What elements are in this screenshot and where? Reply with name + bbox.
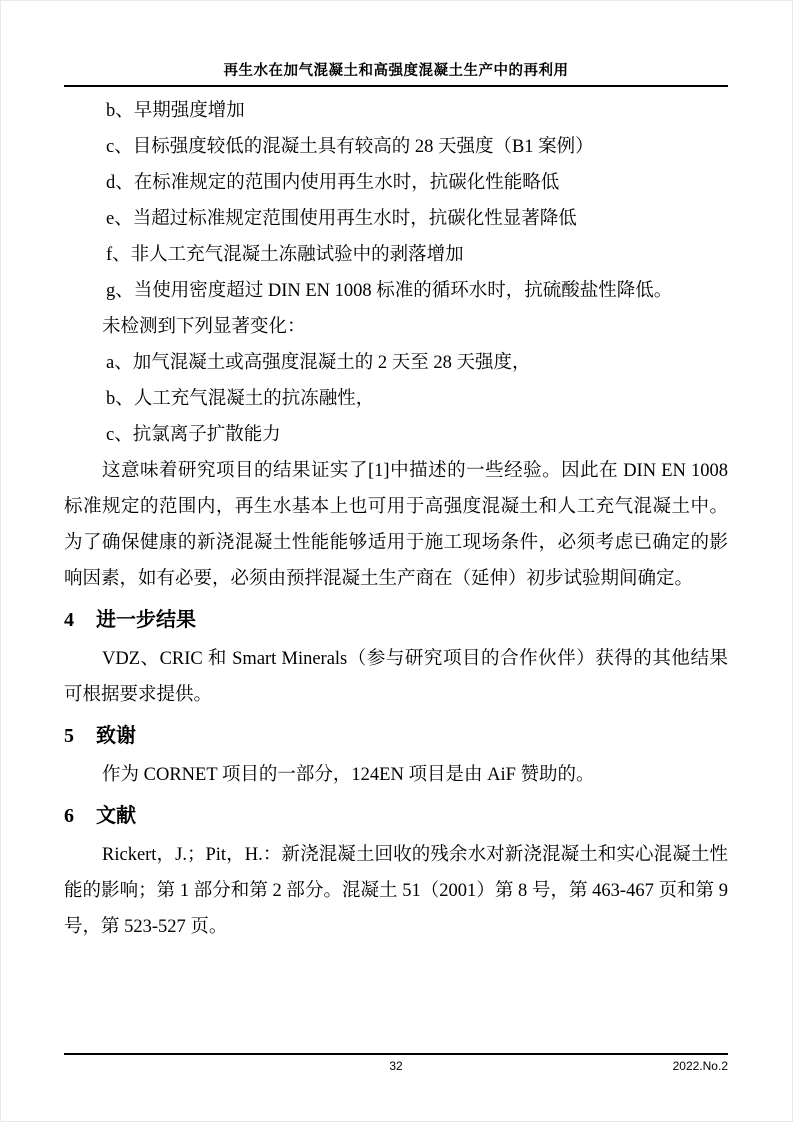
section-heading-4 xyxy=(64,602,728,638)
running-header-title: 再生水在加气混凝土和高强度混凝土生产中的再利用 xyxy=(223,63,569,79)
finding-item-g: g、当使用密度超过 DIN EN 1008 标准的循环水时，抗硫酸盐性降低。 xyxy=(106,281,673,301)
section-heading-6 xyxy=(64,798,728,834)
finding-item-c: c、目标强度较低的混凝土具有较高的 28 天强度（B1 案例） xyxy=(106,137,594,157)
page-footer xyxy=(64,1053,728,1074)
no-change-item-c: c、抗氯离子扩散能力 xyxy=(106,425,281,445)
no-change-item-b: b、人工充气混凝土的抗冻融性， xyxy=(106,389,375,409)
section-heading-5 xyxy=(64,718,728,754)
section-number: 5 xyxy=(64,725,74,747)
footer-rule xyxy=(64,1053,728,1055)
footer-row xyxy=(64,1058,728,1074)
section-4-body: VDZ、CRIC 和 Smart Minerals（参与研究项目的合作伙伴）获得的其他结果可根据要求提供。 xyxy=(64,649,728,705)
finding-item-d: d、在标准规定的范围内使用再生水时，抗碳化性能略低 xyxy=(106,173,560,193)
document-body xyxy=(64,93,728,945)
finding-item-f: f、非人工充气混凝土冻融试验中的剥落增加 xyxy=(106,245,464,265)
finding-item-b: b、早期强度增加 xyxy=(106,101,245,121)
section-number: 4 xyxy=(64,609,74,631)
section-number: 6 xyxy=(64,805,74,827)
header-rule xyxy=(64,85,728,87)
section-title: 进一步结果 xyxy=(96,609,196,631)
summary-paragraph: 这意味着研究项目的结果证实了[1]中描述的一些经验。因此在 DIN EN 1008 标准规定的范围内，再生水基本上也可用于高强度混凝土和人工充气混凝土中。为了确保健康的新浇混凝土性能能够适用于施工现场条件，必须考虑已确定的影响因素，如有必要，必须由预拌混凝土生产商在（延伸）初步试验期间确定。 xyxy=(64,461,728,589)
section-6-body: Rickert，J.；Pit，H.：新浇混凝土回收的残余水对新浇混凝土和实心混凝土性能的影响；第 1 部分和第 2 部分。混凝土 51（2001）第 8 号，第 463-467 页和第 9 号，第 523-527 页。 xyxy=(64,845,728,937)
section-title: 文献 xyxy=(96,805,136,827)
section-5-body: 作为 CORNET 项目的一部分，124EN 项目是由 AiF 赞助的。 xyxy=(102,765,595,785)
issue-label: 2022.No.2 xyxy=(672,1059,728,1073)
finding-item-e: e、当超过标准规定范围使用再生水时，抗碳化性显著降低 xyxy=(106,209,577,229)
no-change-intro: 未检测到下列显著变化： xyxy=(102,317,306,337)
page-number: 32 xyxy=(389,1059,403,1073)
no-change-item-a: a、加气混凝土或高强度混凝土的 2 天至 28 天强度， xyxy=(106,353,531,373)
section-title: 致谢 xyxy=(96,725,136,747)
running-header xyxy=(64,61,728,87)
